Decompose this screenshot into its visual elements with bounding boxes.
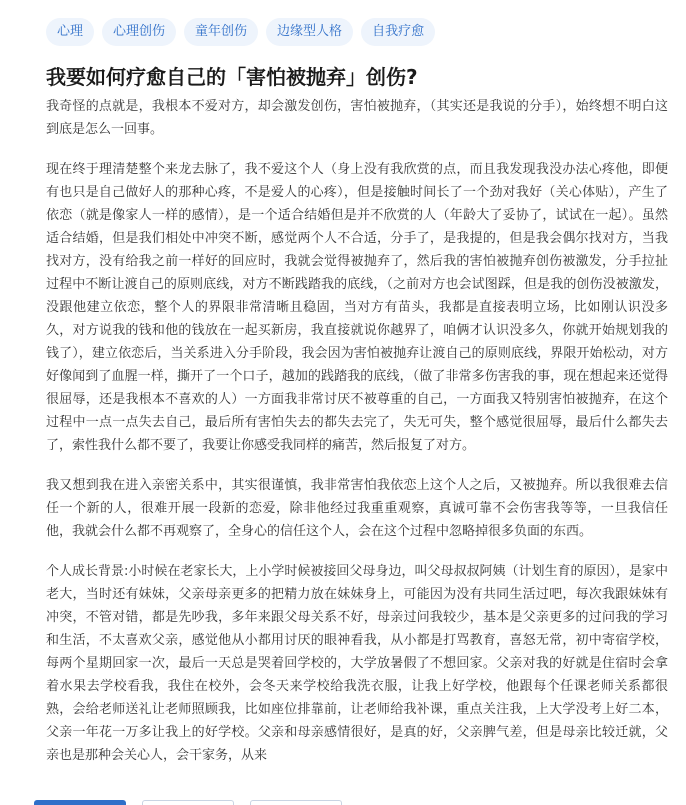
tag-chip[interactable]: 童年创伤 xyxy=(184,18,258,46)
secondary-action-button[interactable] xyxy=(142,800,234,805)
body-paragraph: 现在终于理清楚整个来龙去脉了，我不爱这个人（身上没有我欣赏的点，而且我发现我没办法心疼他，即便有也只是自己做好人的那种心疼，不是爱人的心疼），但是接触时间长了一个劲对我好（关心体贴），产生了依恋（就是像家人一样的感情），是一个适合结婚但是并不欣赏的人（年龄大了妥协了，试试在一起）。虽然适合结婚，但是我们相处中冲突不断，感觉两个人不合适，分手了，是我提的，但是我会偶尔找对方，当我找对方，没有给我之前一样好的回应时，我就会觉得被抛弃了，然后我的害怕被抛弃创伤被激发，分手拉扯过程中不断让渡自己的原则底线，对方不断践踏我的底线，（之前对方也会试图踩，但是我的创伤没被激发，没跟他建立依恋，整个人的界限非常清晰且稳固，当对方有苗头，我都是直接表明立场，比如刚认识没多久，对方说我的钱和他的钱放在一起买新房，我直接就说你越界了，咱俩才认识没多久，你就开始规划我的钱了），建立依恋后，当关系进入分手阶段，我会因为害怕被抛弃让渡自己的原则底线，界限开始松动，对方好像闻到了血腥一样，撕开了一个口子，越加的践踏我的底线，（做了非常多伤害我的事，现在想起来还觉得很屈辱，还是我根本不喜欢的人）一方面我非常讨厌不被尊重的自己，一方面我又特别害怕被抛弃，在这个过程中一点一点失去自己，最后所有害怕失去的都失去完了，失无可失，整个感觉很屈辱，最后什么都失去了，索性我什么都不要了，我要让你感受我同样的痛苦，然后报复了对方。 xyxy=(46,162,668,453)
question-body xyxy=(46,95,668,784)
body-paragraph: 我又想到我在进入亲密关系中，其实很谨慎，我非常害怕我依恋上这个人之后，又被抛弃。所以我很难去信任一个新的人，很难开展一段新的恋爱，除非他经过我重重观察，真诚可靠不会伤害我等等，一旦我信任他，我就会什么都不再观察了，全身心的信任这个人，会在这个过程中忽略掉很多负面的东西。 xyxy=(46,478,668,539)
tag-chip[interactable]: 心理创伤 xyxy=(102,18,176,46)
body-paragraph: 我奇怪的点就是，我根本不爱对方，却会激发创伤，害怕被抛弃，（其实还是我说的分手），始终想不明白这到底是怎么一回事。 xyxy=(46,99,668,137)
bottom-action-bar xyxy=(34,800,342,805)
secondary-action-button[interactable] xyxy=(250,800,342,805)
question-title: 我要如何疗愈自己的「害怕被抛弃」创伤? xyxy=(46,65,418,89)
tag-chip[interactable]: 自我疗愈 xyxy=(361,18,435,46)
primary-action-button[interactable] xyxy=(34,800,126,805)
tag-list xyxy=(46,18,435,46)
tag-chip[interactable]: 边缘型人格 xyxy=(266,18,353,46)
tag-chip[interactable]: 心理 xyxy=(46,18,94,46)
body-paragraph: 个人成长背景:小时候在老家长大，上小学时候被接回父母身边，叫父母叔叔阿姨（计划生育的原因），是家中老大，当时还有妹妹，父亲母亲更多的把精力放在妹妹身上，可能因为没有共同生活过吧，每次我跟妹妹有冲突，不管对错，都是先吵我，多年来跟父母关系不好，母亲过问我较少，基本是父亲更多的过问我的学习和生活，不太喜欢父亲，感觉他从小都用讨厌的眼神看我，从小都是打骂教育，喜怒无常，初中寄宿学校，每两个星期回家一次，最后一天总是哭着回学校的，大学放暑假了不想回家。父亲对我的好就是住宿时会拿着水果去学校看我，我住在校外，会冬天来学校给我洗衣服，让我上好学校，他跟每个任课老师关系都很熟，会给老师送礼让老师照顾我，比如座位排靠前，让老师给我补课，重点关注我，上大学没考上好二本，父亲一年花一万多让我上的好学校。父亲和母亲感情很好，是真的好，父亲脾气差，但是母亲比较迁就，父亲也是那种会关心人，会干家务，从来 xyxy=(46,564,668,763)
